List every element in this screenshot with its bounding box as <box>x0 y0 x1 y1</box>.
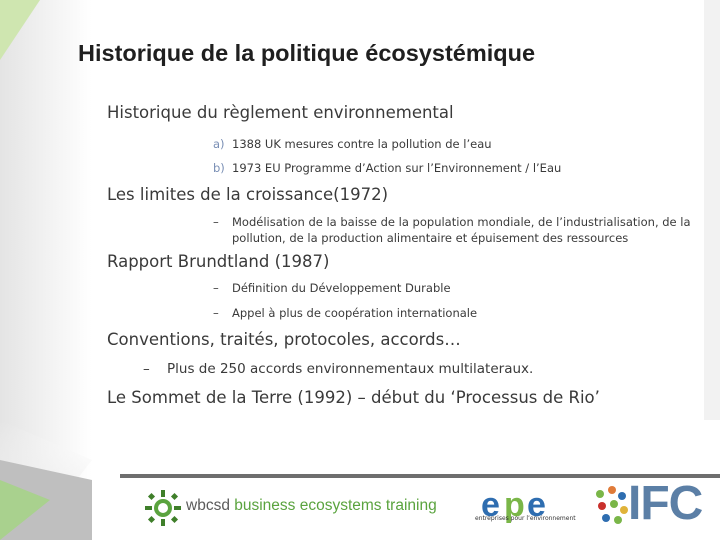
list-item <box>213 306 707 320</box>
slide-body <box>107 103 707 408</box>
heading-limits-to-growth: Les limites de la croissance(1972) <box>107 185 389 204</box>
heading-conventions: Conventions, traités, protocoles, accords… <box>107 330 461 349</box>
svg-text:p: p <box>504 486 525 524</box>
list-marker: b) <box>213 161 225 175</box>
heading-regulation-history: Historique du règlement environnemental <box>107 103 454 122</box>
wbcsd-training-logo-text <box>186 497 437 515</box>
list-item-text: Plus de 250 accords environnementaux multilateraux. <box>167 361 534 377</box>
epe-logo <box>475 484 575 534</box>
list-item-text: Définition du Développement Durable <box>232 281 451 295</box>
list-item <box>213 214 707 246</box>
list-marker: – <box>143 361 150 377</box>
ifc-leaf-icon <box>592 482 632 530</box>
list-marker: a) <box>213 137 225 151</box>
wbcsd-wordmark: wbcsd <box>186 497 230 514</box>
wbcsd-globe-icon <box>145 490 181 526</box>
list-item-text: 1388 UK mesures contre la pollution de l’eau <box>232 137 492 151</box>
training-wordmark: business ecosystems training <box>229 497 437 514</box>
list-item-text: Appel à plus de coopération internationale <box>232 306 478 320</box>
svg-text:e: e <box>481 486 500 524</box>
heading-brundtland-report: Rapport Brundtland (1987) <box>107 252 330 271</box>
list-marker: – <box>213 306 219 320</box>
list-item <box>213 137 707 151</box>
list-marker: – <box>213 281 219 295</box>
left-decoration <box>0 0 92 540</box>
epe-caption: entreprises pour l’environnement <box>475 515 576 522</box>
list-item <box>213 161 707 175</box>
list-item <box>143 361 707 378</box>
list-item <box>213 281 707 295</box>
svg-text:e: e <box>527 486 546 524</box>
list-item-text: 1973 EU Programme d’Action sur l’Environnement / l’Eau <box>232 161 562 175</box>
list-item-text: Modélisation de la baisse de la population mondiale, de l’industrialisation, de la pollution, de la production alimentaire et épuisement des ressources <box>232 215 691 245</box>
ifc-wordmark: IFC <box>628 477 703 530</box>
list-marker: – <box>213 215 219 229</box>
slide-title: Historique de la politique écosystémique <box>78 40 536 66</box>
heading-earth-summit: Le Sommet de la Terre (1992) – début du ‘Processus de Rio’ <box>107 388 600 407</box>
